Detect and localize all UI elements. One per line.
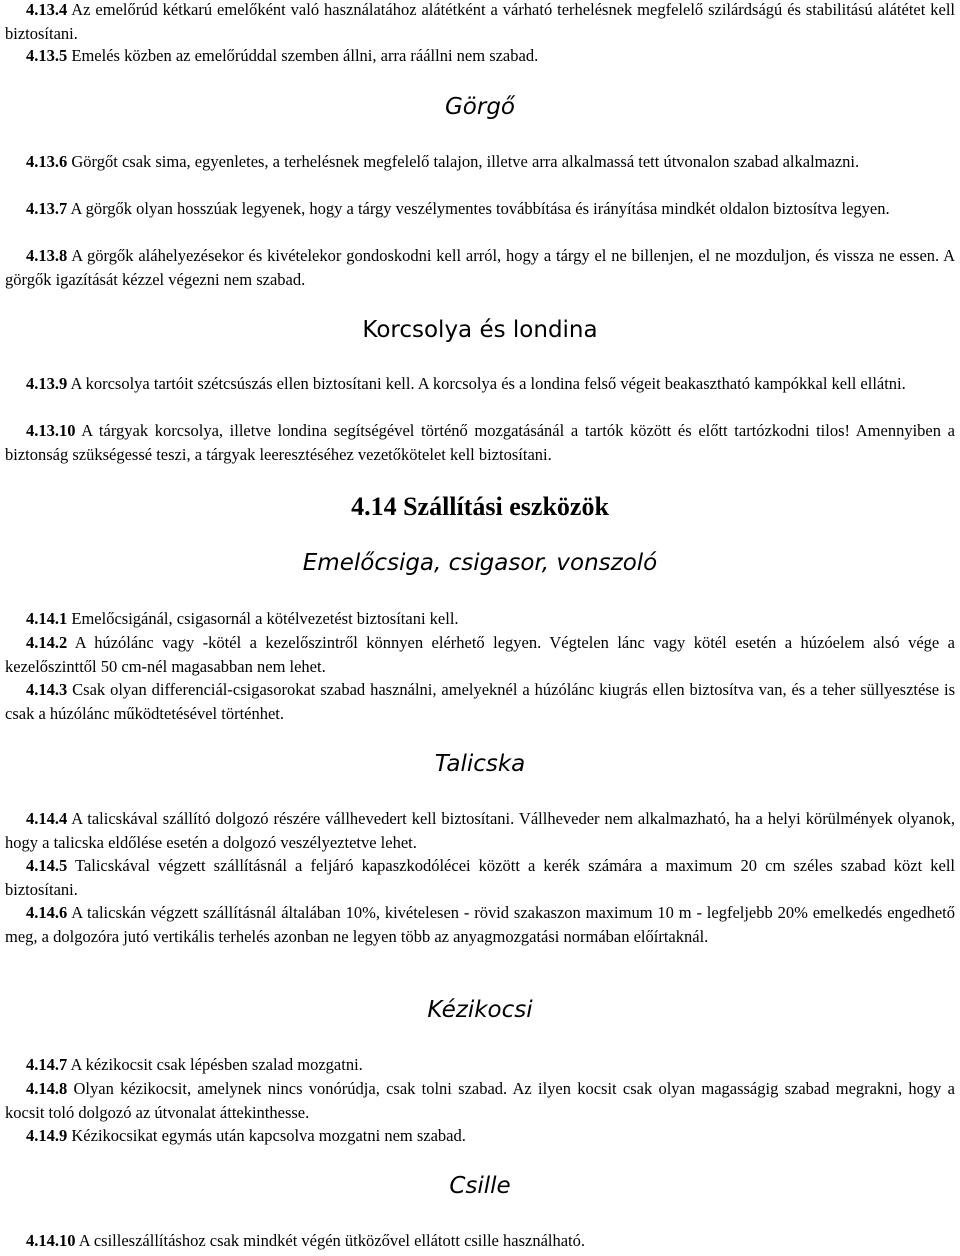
paragraph-4-14-3: 4.14.3 Csak olyan differenciál-csigasorokat szabad használni, amelyeknél a húzólánc kiugrás ellen biztosítva van, és a teher süllyesztése is csak a húzólánc működtetésével történhet.	[5, 680, 955, 723]
section-title-4-14: 4.14 Szállítási eszközök	[351, 492, 609, 521]
paragraph-4-14-9: 4.14.9 Kézikocsikat egymás után kapcsolva mozgatni nem szabad.	[26, 1126, 466, 1145]
heading-gorgo: Görgő	[444, 94, 516, 120]
paragraph-4-14-6: 4.14.6 A talicskán végzett szállításnál általában 10%, kivételesen - rövid szakaszon maximum 10 m - legfeljebb 20% emelkedés engedhető meg, a dolgozóra jutó vertikális terhelés azonban ne legyen több az anyagmozgatási normában előírtaknál.	[5, 903, 955, 946]
paragraph-4-14-7: 4.14.7 A kézikocsit csak lépésben szalad mozgatni.	[26, 1055, 363, 1074]
paragraph-4-14-10: 4.14.10 A csilleszállításhoz csak mindkét végén ütközővel ellátott csille használható.	[26, 1231, 586, 1250]
paragraph-4-14-5: 4.14.5 Talicskával végzett szállításnál a feljáró kapaszkodólécei között a kerék számára a maximum 20 cm széles szabad közt kell biztosítani.	[5, 856, 955, 899]
paragraph-4-14-8: 4.14.8 Olyan kézikocsit, amelynek nincs vonórúdja, csak tolni szabad. Az ilyen kocsit csak olyan magasságig szabad megrakni, hogy a kocsit toló dolgozó az útvonalat áttekinthesse.	[5, 1079, 955, 1122]
paragraph-4-13-9: 4.13.9 A korcsolya tartóit szétcsúszás ellen biztosítani kell. A korcsolya és a londina felső végeit beakasztható kampókkal kell ellátni.	[26, 374, 906, 393]
heading-emelocsiga: Emelőcsiga, csigasor, vonszoló	[302, 550, 658, 576]
paragraph-4-13-5: 4.13.5 Emelés közben az emelőrúddal szemben állni, arra ráállni nem szabad.	[26, 46, 539, 65]
heading-korcsolya: Korcsolya és londina	[362, 317, 598, 343]
paragraph-4-13-10: 4.13.10 A tárgyak korcsolya, illetve londina segítségével történő mozgatásánál a tartók között és előtt tartózkodni tilos! Amennyiben a biztonság szükségessé teszi, a tárgyak leeresztéséhez vezetőkötelet kell biztosítani.	[5, 421, 955, 464]
heading-kezikocsi: Kézikocsi	[427, 997, 533, 1023]
paragraph-4-14-2: 4.14.2 A húzólánc vagy -kötél a kezelőszintről könnyen elérhető legyen. Végtelen lánc vagy kötél esetén a húzóelem alsó vége a kezelőszinttől 50 cm-nél magasabban nem lehet.	[5, 633, 955, 676]
heading-talicska: Talicska	[434, 751, 526, 777]
heading-csille: Csille	[449, 1173, 511, 1199]
paragraph-4-13-8: 4.13.8 A görgők aláhelyezésekor és kivételekor gondoskodni kell arról, hogy a tárgy el ne billenjen, el ne mozduljon, és vissza ne essen. A görgők igazítását kézzel végezni nem szabad.	[5, 246, 955, 289]
paragraph-4-13-6: 4.13.6 Görgőt csak sima, egyenletes, a terhelésnek megfelelő talajon, illetve arra alkalmassá tett útvonalon szabad alkalmazni.	[26, 152, 860, 171]
paragraph-4-13-4: 4.13.4 Az emelőrúd kétkarú emelőként való használatához alátétként a várható terhelésnek megfelelő szilárdságú és stabilitású alátétet kell biztosítani.	[5, 0, 955, 43]
paragraph-4-14-1: 4.14.1 Emelőcsigánál, csigasornál a kötélvezetést biztosítani kell.	[26, 609, 459, 628]
paragraph-4-14-4: 4.14.4 A talicskával szállító dolgozó részére vállhevedert kell biztosítani. Vállheveder nem alkalmazható, ha a helyi körülmények olyanok, hogy a talicska eldőlése esetén a dolgozó veszélyeztetve lehet.	[5, 809, 955, 852]
paragraph-4-13-7: 4.13.7 A görgők olyan hosszúak legyenek, hogy a tárgy veszélymentes továbbítása és irányítása mindkét oldalon biztosítva legyen.	[26, 199, 890, 218]
